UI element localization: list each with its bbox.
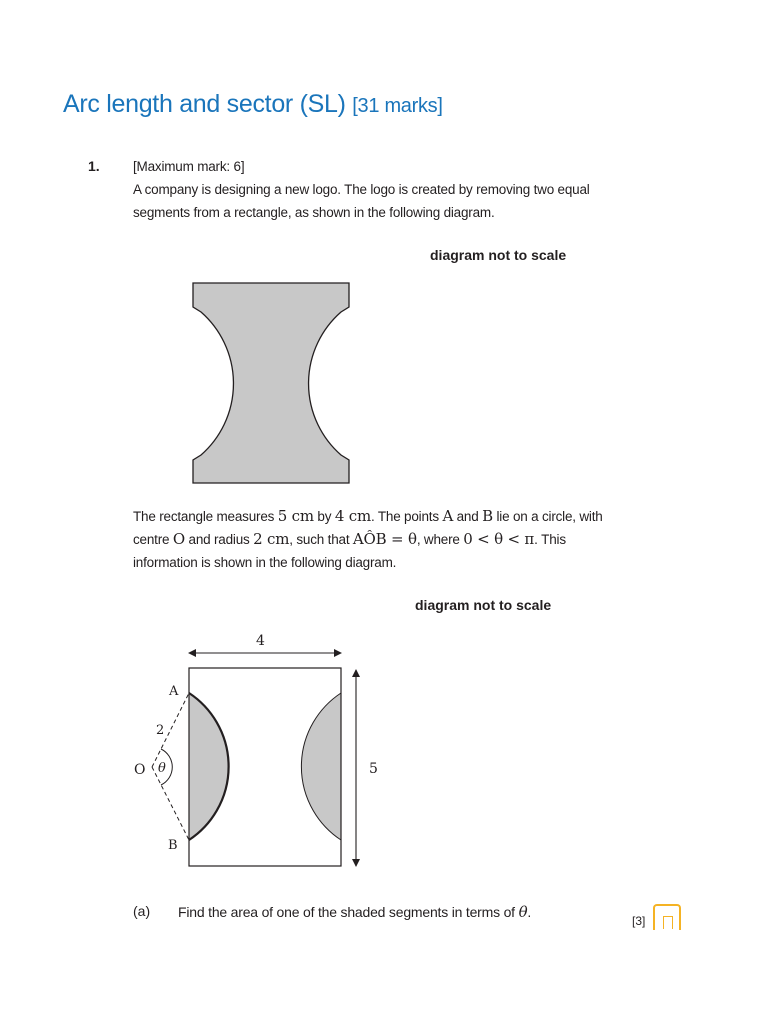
- question-number: 1.: [88, 158, 100, 174]
- desc-math: 0 < θ < π: [463, 530, 535, 548]
- desc-math: 2 cm: [253, 530, 290, 548]
- part-a-text: [178, 903, 531, 921]
- intro-line-2: segments from a rectangle, as shown in the following diagram.: [133, 205, 495, 220]
- radius-ob: [152, 767, 189, 840]
- part-a-question: Find the area of one of the shaded segments in terms of: [178, 904, 519, 920]
- desc-text: and: [453, 509, 483, 524]
- desc-text: lie on a circle, with: [492, 509, 603, 524]
- part-a-label: (a): [133, 903, 151, 919]
- publisher-logo-icon: [653, 904, 681, 930]
- left-shaded-segment: [189, 693, 229, 840]
- desc-math: AÔB = θ: [352, 530, 417, 548]
- total-marks: [31 marks]: [352, 95, 443, 117]
- desc-text: and radius: [184, 532, 254, 547]
- desc-text: . This: [534, 532, 566, 547]
- part-a-symbol: θ: [518, 903, 528, 921]
- desc-text: by: [313, 509, 335, 524]
- intro-line-1: A company is designing a new logo. The logo is created by removing two equal: [133, 182, 590, 197]
- point-a-label: A: [169, 684, 179, 699]
- diagram-note-2: diagram not to scale: [415, 597, 552, 613]
- desc-text: The rectangle measures: [133, 509, 278, 524]
- part-a-marks: [3]: [632, 914, 646, 928]
- desc-math: 4 cm: [334, 507, 371, 525]
- desc-line-3: information is shown in the following diagram.: [133, 555, 397, 570]
- desc-math: 5 cm: [277, 507, 314, 525]
- desc-text: centre: [133, 532, 173, 547]
- desc-math: A: [442, 507, 454, 525]
- desc-text: . The points: [370, 509, 443, 524]
- desc-text: , where: [416, 532, 464, 547]
- radius-label: 2: [156, 723, 165, 738]
- max-mark: [Maximum mark: 6]: [133, 159, 245, 174]
- point-b-label: B: [168, 838, 178, 853]
- point-o-label: O: [134, 762, 146, 778]
- part-a-end: .: [527, 904, 532, 920]
- title-text: Arc length and sector (SL): [63, 90, 346, 118]
- desc-text: , such that: [289, 532, 353, 547]
- diagram-note-1: diagram not to scale: [430, 247, 567, 263]
- desc-math: O: [172, 530, 185, 548]
- right-shaded-segment: [301, 693, 341, 840]
- angle-label: θ: [158, 761, 166, 776]
- width-label: 4: [256, 633, 265, 649]
- height-label: 5: [369, 761, 378, 777]
- desc-math: B: [482, 507, 493, 525]
